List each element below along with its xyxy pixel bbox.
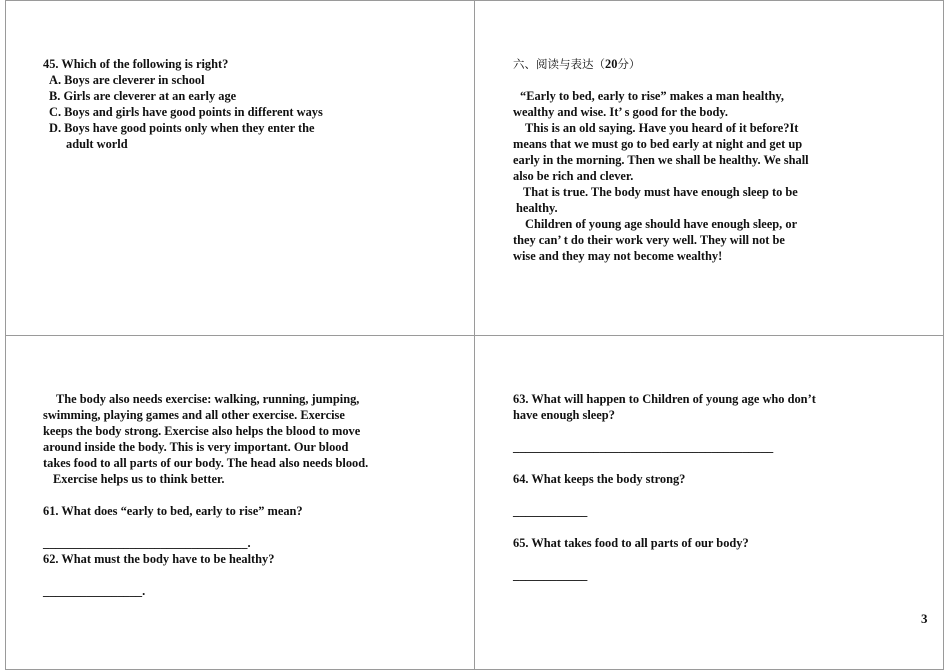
passage-line: Children of young age should have enough sleep, or: [525, 217, 798, 231]
passage-line: wise and they may not become wealthy!: [513, 249, 723, 263]
q63-answer-blank: __________________________________________: [513, 440, 774, 454]
section-heading-cn-end: 分）: [617, 57, 641, 71]
question-65: [513, 535, 749, 551]
passage-line: healthy.: [516, 201, 558, 215]
reading-passage: [513, 88, 809, 264]
q63-question-line2: have enough sleep?: [513, 408, 615, 422]
question-45: [43, 56, 323, 152]
passage-line: “Early to bed, early to rise” makes a man healthy,: [520, 89, 784, 103]
q62-question: 62. What must the body have to be healthy?: [43, 552, 275, 566]
passage-line: they can’ t do their work very well. They will not be: [513, 233, 785, 247]
q45-option-d-cont: adult world: [66, 137, 128, 151]
q64-answer-blank: ____________: [513, 504, 588, 518]
passage2-line: swimming, playing games and all other exercise. Exercise: [43, 408, 345, 422]
section-heading-cn: 六、阅读与表达（: [513, 57, 605, 71]
q61-answer-blank: _________________________________.: [43, 536, 251, 550]
question-61: [43, 503, 303, 519]
passage-line: early in the morning. Then we shall be healthy. We shall: [513, 153, 809, 167]
section-heading-score: 20: [605, 57, 618, 71]
question-63: [513, 391, 816, 423]
q63-question-line1: 63. What will happen to Children of young age who don’t: [513, 392, 816, 406]
q45-option-b: B. Girls are cleverer at an early age: [49, 89, 237, 103]
passage-line: That is true. The body must have enough sleep to be: [523, 185, 798, 199]
q62-answer-blank: ________________.: [43, 584, 146, 598]
horizontal-divider: [5, 335, 944, 336]
q61-question: 61. What does “early to bed, early to rise” mean?: [43, 504, 303, 518]
passage-continued: [43, 391, 368, 487]
section-six-heading: [513, 56, 640, 72]
page-number: 3: [921, 611, 928, 626]
q65-answer-blank: ____________: [513, 568, 588, 582]
passage-line: This is an old saying. Have you heard of it before?It: [525, 121, 799, 135]
question-64: [513, 471, 685, 487]
q64-question: 64. What keeps the body strong?: [513, 472, 686, 486]
passage2-line: The body also needs exercise: walking, running, jumping,: [56, 392, 360, 406]
q45-option-a: A. Boys are cleverer in school: [49, 73, 205, 87]
passage-line: means that we must go to bed early at night and get up: [513, 137, 803, 151]
q45-option-d: D. Boys have good points only when they enter the: [49, 121, 315, 135]
passage2-line: takes food to all parts of our body. The head also needs blood.: [43, 456, 369, 470]
passage-line: also be rich and clever.: [513, 169, 634, 183]
passage2-line: around inside the body. This is very important. Our blood: [43, 440, 349, 454]
q65-question: 65. What takes food to all parts of our body?: [513, 536, 749, 550]
question-62: [43, 551, 274, 567]
passage-line: wealthy and wise. It’ s good for the body.: [513, 105, 729, 119]
passage2-line: keeps the body strong. Exercise also helps the blood to move: [43, 424, 361, 438]
passage2-line: Exercise helps us to think better.: [53, 472, 225, 486]
q45-question: 45. Which of the following is right?: [43, 57, 229, 71]
q45-option-c: C. Boys and girls have good points in different ways: [49, 105, 323, 119]
